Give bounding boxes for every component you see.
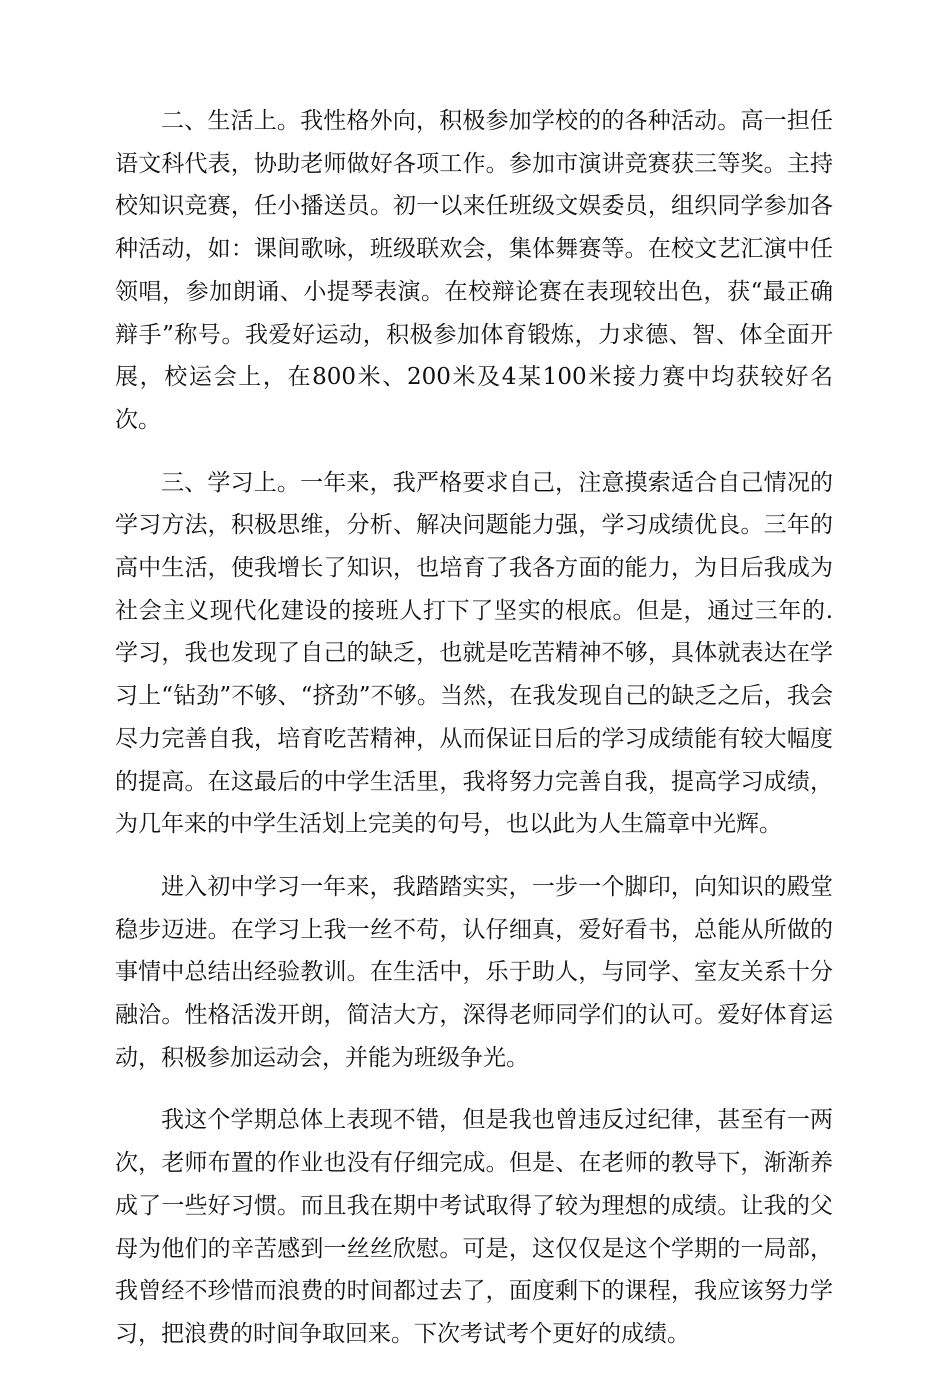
paragraph-junior-high: 进入初中学习一年来，我踏踏实实，一步一个脚印，向知识的殿堂稳步迈进。在学习上我一丝不苟，认仔细真，爱好看书，总能从所做的事情中总结出经验教训。在生活中，乐于助人，与同学、室友关系十分融洽。性格活泼开朗，简洁大方，深得老师同学们的认可。爱好体育运动，积极参加运动会，并能为班级争光。: [115, 873, 833, 1071]
document-body: [115, 100, 833, 1376]
paragraph-study: 三、学习上。一年来，我严格要求自己，注意摸索适合自己情况的学习方法，积极思维，分析、解决问题能力强，学习成绩优良。三年的高中生活，使我增长了知识，也培育了我各方面的能力，为日后我成为社会主义现代化建设的接班人打下了坚实的根底。但是，通过三年的.学习，我也发现了自己的缺乏，也就是吃苦精神不够，具体就表达在学习上“钻劲”不够、“挤劲”不够。当然，在我发现自己的缺乏之后，我会尽力完善自我，培育吃苦精神，从而保证日后的学习成绩能有较大幅度的提高。在这最后的中学生活里，我将努力完善自我，提高学习成绩，为几年来的中学生活划上完美的句号，也以此为人生篇章中光辉。: [115, 469, 833, 838]
paragraph-life: 二、生活上。我性格外向，积极参加学校的的各种活动。高一担任语文科代表，协助老师做好各项工作。参加市演讲竞赛获三等奖。主持校知识竞赛，任小播送员。初一以来任班级文娱委员，组织同学参加各种活动，如：课间歌咏，班级联欢会，集体舞赛等。在校文艺汇演中任领唱，参加朗诵、小提琴表演。在校辩论赛在表现较出色，获“最正确辩手”称号。我爱好运动，积极参加体育锻炼，力求德、智、体全面开展，校运会上，在800米、200米及4某100米接力赛中均获较好名次。: [115, 108, 833, 433]
paragraph-semester: 我这个学期总体上表现不错，但是我也曾违反过纪律，甚至有一两次，老师布置的作业也没有仔细完成。但是、在老师的教导下，渐渐养成了一些好习惯。而且我在期中考试取得了较为理想的成绩。让我的父母为他们的辛苦感到一丝丝欣慰。可是，这仅仅是这个学期的一局部，我曾经不珍惜而浪费的时间都过去了，面度剩下的课程，我应该努力学习，把浪费的时间争取回来。下次考试考个更好的成绩。: [115, 1107, 833, 1347]
